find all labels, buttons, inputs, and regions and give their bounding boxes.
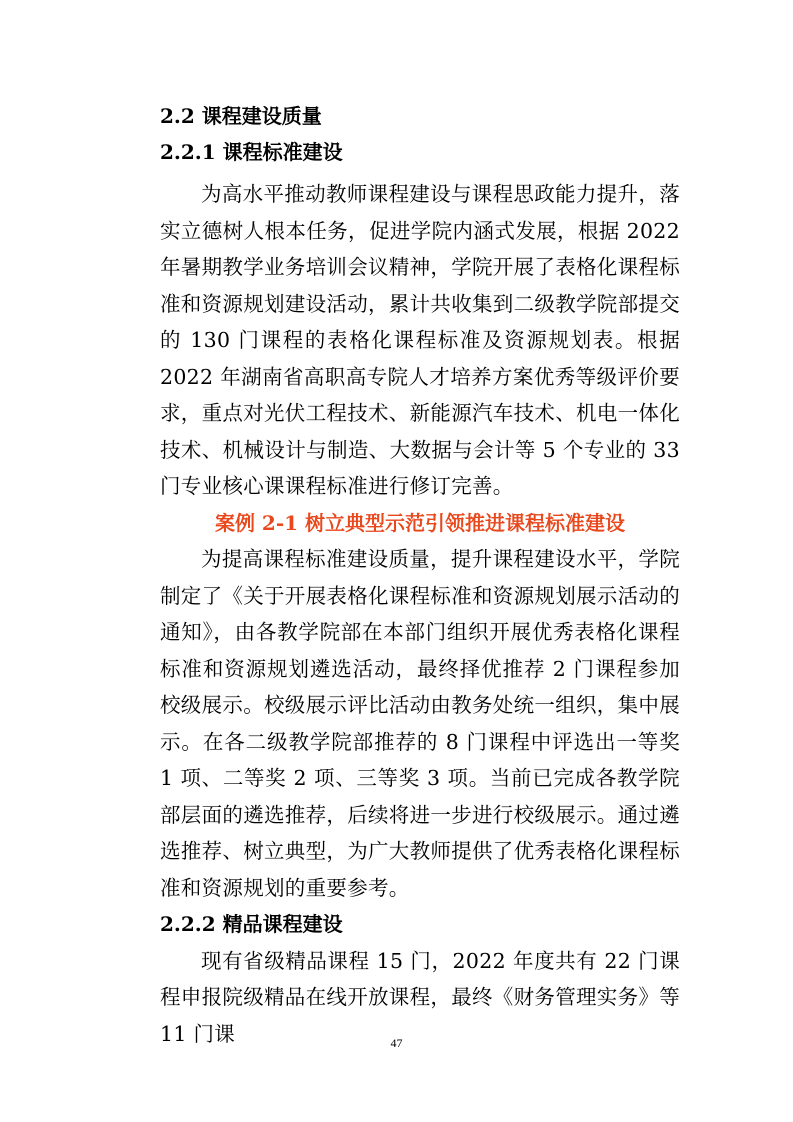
section-heading: 2.2 课程建设质量 bbox=[160, 104, 322, 128]
course-standards-paragraph: 为高水平推动教师课程建设与课程思政能力提升，落实立德树人根本任务，促进学院内涵式发展，根据 2022 年暑期教学业务培训会议精神，学院开展了表格化课程标准和资源规划建设活动，累计共收集到二级教学院部提交的 130 门课程的表格化课程标准及资源规划表。根据 2022 年湖南省高职高专院人才培养方案优秀等级评价要求，重点对光伏工程技术、新能源汽车技术、机电一体化技术、机械设计与制造、大数据与会计等 5 个专业的 33 门专业核心课课程标准进行修订完善。 bbox=[160, 182, 680, 498]
page-content bbox=[160, 100, 680, 1052]
subsection-heading-quality-courses: 2.2.2 精品课程建设 bbox=[160, 912, 343, 936]
case-paragraph: 为提高课程标准建设质量，提升课程建设水平，学院制定了《关于开展表格化课程标准和资源规划展示活动的通知》，由各教学院部在本部门组织开展优秀表格化课程标准和资源规划遴选活动，最终择优推荐 2 门课程参加校级展示。校级展示评比活动由教务处统一组织，集中展示。在各二级教学院部推荐的 8 门课程中评选出一等奖 1 项、二等奖 2 项、三等奖 3 项。当前已完成各教学院部层面的遴选推荐，后续将进一步进行校级展示。通过遴选推荐、树立典型，为广大教师提供了优秀表格化课程标准和资源规划的重要参考。 bbox=[160, 547, 680, 900]
subsection-heading-course-standards: 2.2.1 课程标准建设 bbox=[160, 140, 343, 164]
quality-courses-paragraph: 现有省级精品课程 15 门，2022 年度共有 22 门课程申报院级精品在线开放课程，最终《财务管理实务》等 11 门课 bbox=[160, 948, 680, 1046]
page-number: 47 bbox=[390, 1036, 403, 1050]
case-title: 案例 2-1 树立典型示范引领推进课程标准建设 bbox=[214, 510, 626, 535]
